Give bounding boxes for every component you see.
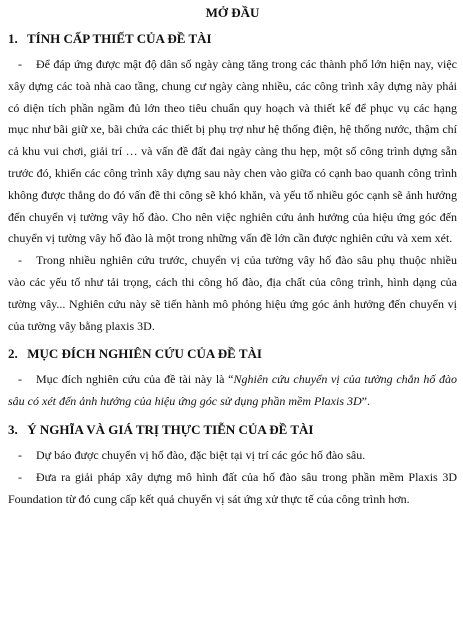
- section-3-heading: [8, 421, 457, 439]
- research-title-quote: Nghiên cứu chuyển vị của tường chắn hố đào sâu có xét đến ảnh hưởng của hiệu ứng góc sử dụng phần mềm Plaxis 3D: [8, 372, 457, 409]
- section-3-number: 3.: [8, 421, 18, 437]
- paragraph-text: Trong nhiều nghiên cứu trước, chuyển vị của tường vây hố đào sâu phụ thuộc nhiều vào các yếu tố như tải trọng, cách thi công hố đào, địa chất của công trình, hình dạng của tường vây... Nghiên cứu này sẽ tiến hành mô phỏng hiệu ứng góc ảnh hưởng đến chuyển vị của tường vây bằng plaxis 3D.: [8, 253, 457, 333]
- section-2-number: 2.: [8, 346, 18, 362]
- section-2-paragraph: [8, 369, 457, 413]
- paragraph-lead: Mục đích nghiên cứu của đề tài này là “: [36, 372, 234, 387]
- section-2-title: MỤC ĐÍCH NGHIÊN CỨU CỦA ĐỀ TÀI: [27, 346, 262, 362]
- paragraph-text: Dự báo được chuyển vị hố đào, đặc biệt tại vị trí các góc hố đào sâu.: [36, 447, 366, 462]
- section-1-heading: [8, 30, 457, 48]
- section-1-title: TÍNH CẤP THIẾT CỦA ĐỀ TÀI: [27, 31, 212, 46]
- section-1-number: 1.: [8, 31, 18, 46]
- bullet-dash: -: [18, 447, 22, 462]
- bullet-dash: -: [18, 57, 22, 71]
- section-2-heading: [8, 345, 457, 363]
- bullet-dash: -: [18, 253, 22, 268]
- bullet-dash: -: [18, 372, 22, 387]
- section-3-title: Ý NGHĨA VÀ GIÁ TRỊ THỰC TIỄN CỦA ĐỀ TÀI: [27, 421, 314, 437]
- page-title: MỞ ĐẦU: [205, 5, 260, 20]
- section-1-paragraph-1: [8, 54, 457, 250]
- section-3-paragraph-2: [8, 467, 457, 511]
- paragraph-text: Đưa ra giải pháp xây dựng mô hình đất của hố đào sâu trong phần mềm Plaxis 3D Foundation từ đó cung cấp kết quả chuyển vị sát ứng xử thực tế của công trình hơn.: [8, 469, 457, 506]
- section-1-paragraph-2: [8, 250, 457, 337]
- bullet-dash: -: [18, 469, 22, 484]
- paragraph-tail: ”.: [361, 394, 370, 409]
- section-3-paragraph-1: [8, 445, 457, 467]
- paragraph-text: Để đáp ứng được mật độ dân số ngày càng tăng trong các thành phố lớn hiện nay, việc xây dựng các toà nhà cao tầng, chung cư ngày càng nhiều, các công trình xây dựng này phải có diện tích phần ngầm đủ lớn theo tiêu chuẩn quy hoạch và thiết kế để phục vụ các hạng mục như bãi giữ xe, bãi chứa các thiết bị phụ trợ như hệ thống điện, hệ thống nước, thậm chí cả khu vui chơi, giải trí … và vấn đề đất đai ngày càng thu hẹp, một số công trình dựng sẵn trước đó, khiến các công trình xây dựng sau này chen vào giữa có cạnh bao quanh công trình không được thẳng do đó vấn đề thi công sẽ khó khăn, và yếu tố nhiều góc cạnh sẽ ảnh hưởng đến chuyển vị tường vây hố đào. Cho nên việc nghiên cứu ảnh hưởng của hiệu ứng góc đến chuyển vị tường vây hố đào là một trong những vấn đề lớn cần được nghiên cứu và xem xét.: [8, 57, 457, 246]
